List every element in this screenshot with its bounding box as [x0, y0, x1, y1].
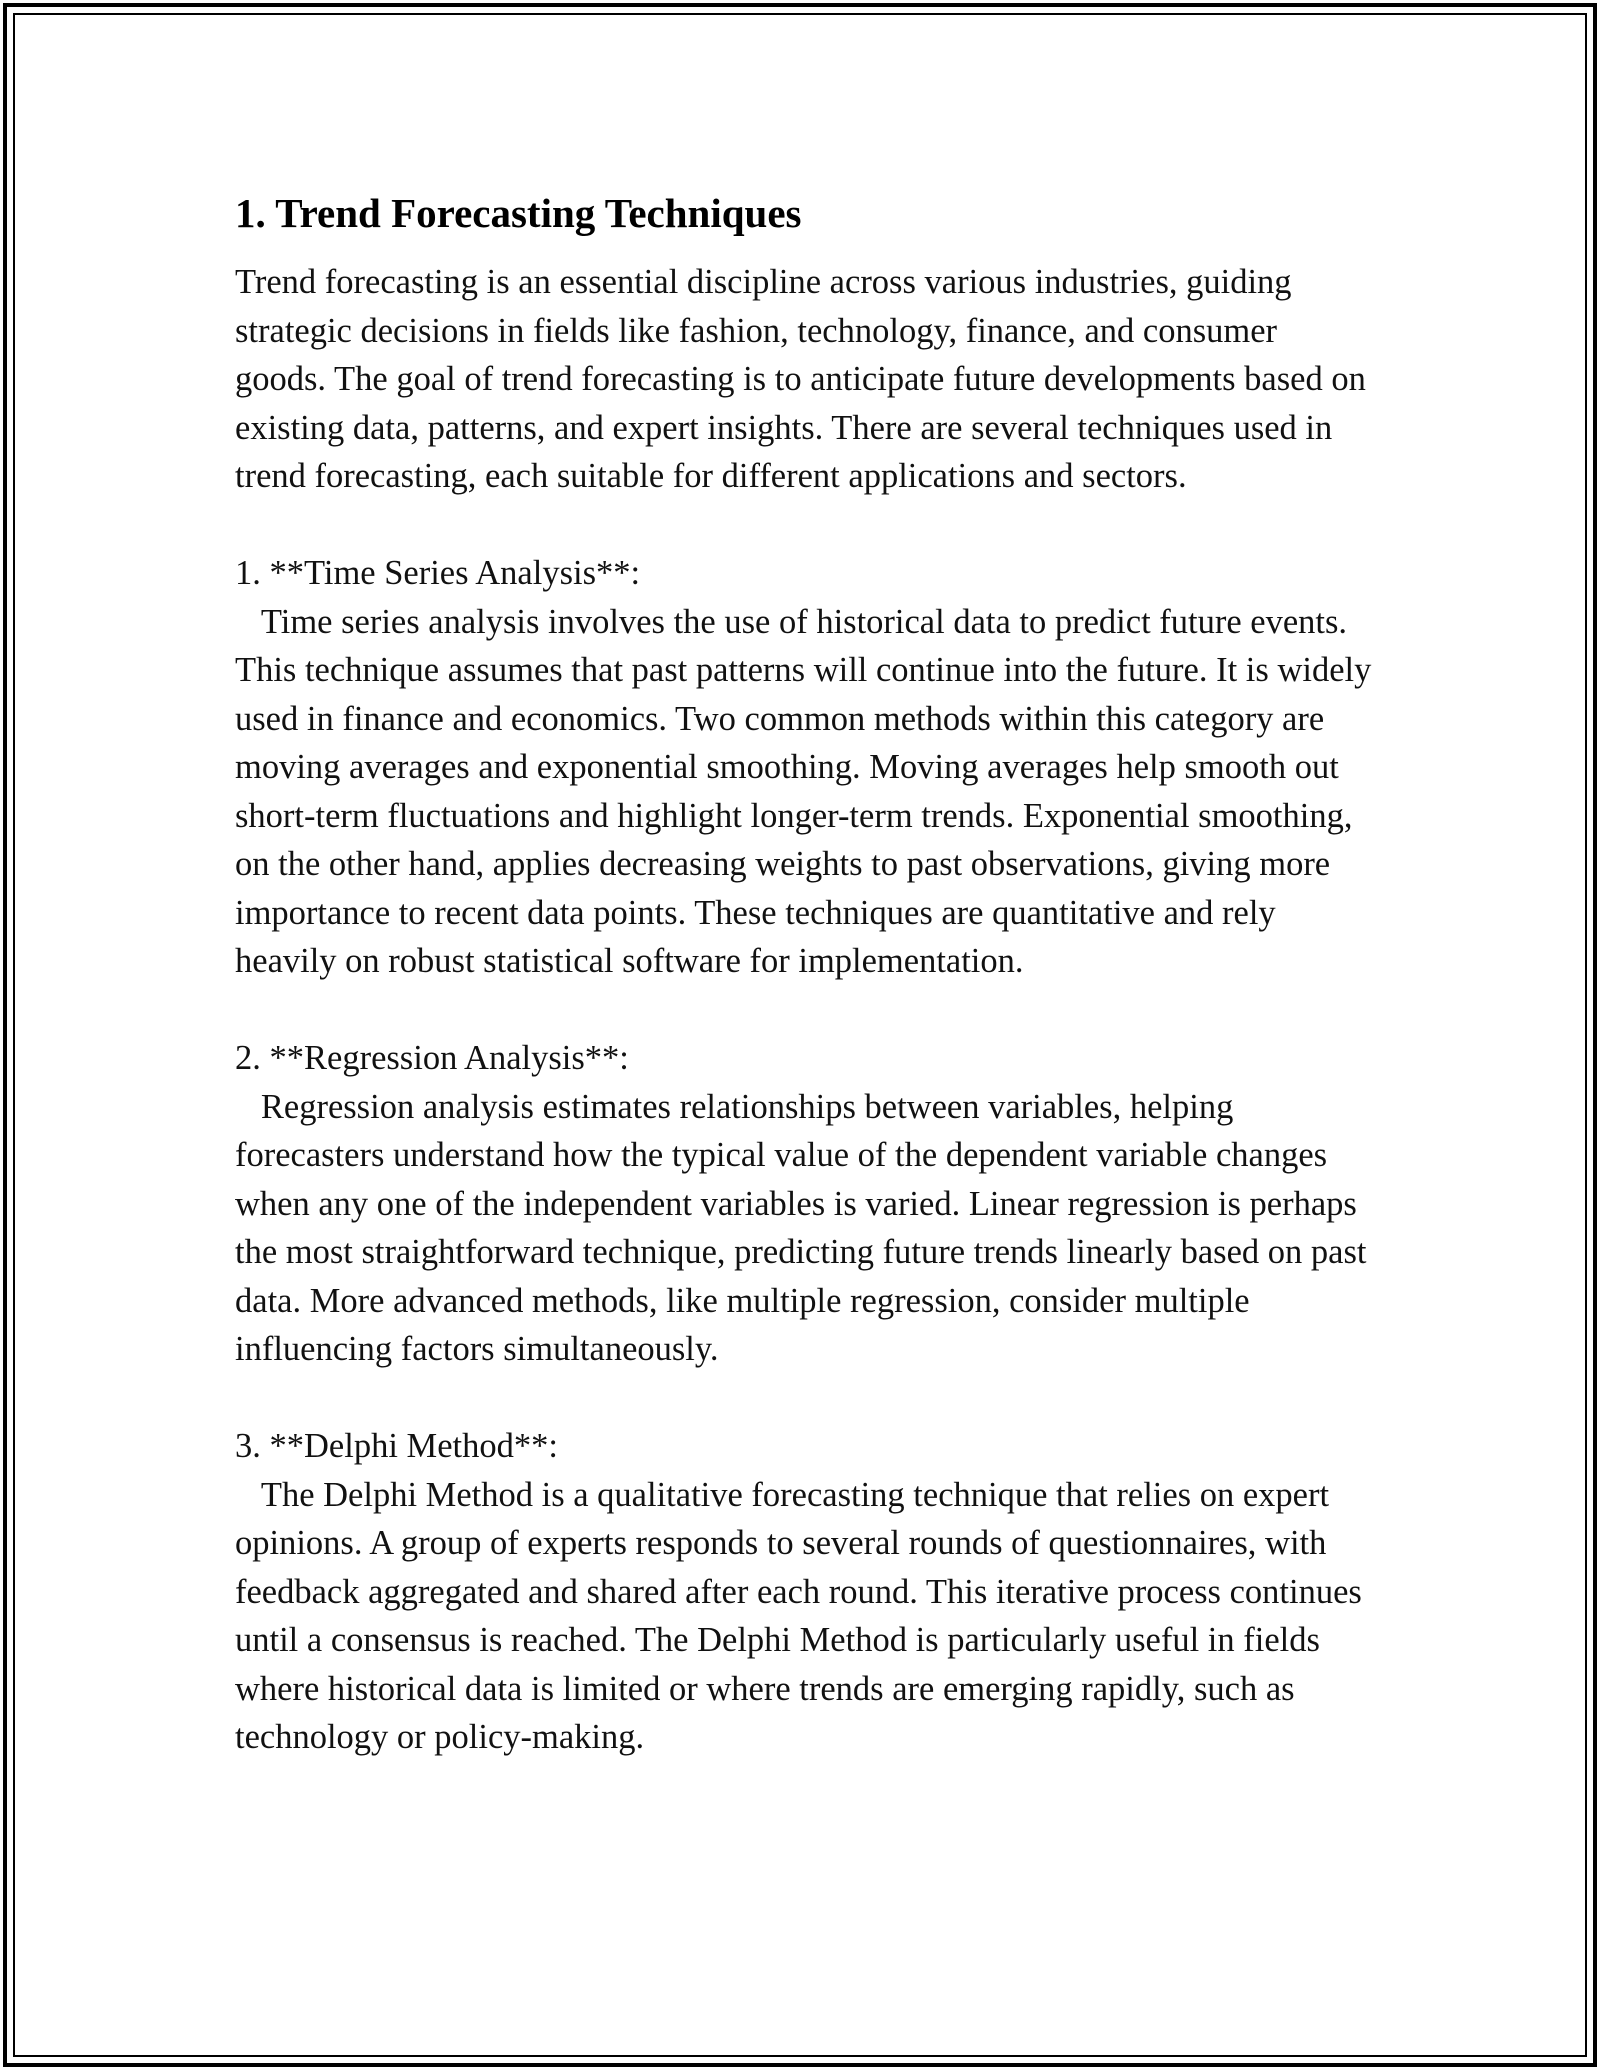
- technique-body: Time series analysis involves the use of historical data to predict future events. This technique assumes that past patterns will continue into the future. It is widely used in finance and economics. Two common methods within this category are moving averages and exponential smoothing. Moving averages help smooth out short-term fluctuations and highlight longer-term trends. Exponential smoothing, on the other hand, applies decreasing weights to past observations, giving more importance to recent data points. These techniques are quantitative and rely heavily on robust statistical software for implementation.: [235, 602, 1380, 980]
- technique-time-series: [235, 549, 1380, 986]
- paragraph-gap: [235, 1374, 1375, 1423]
- technique-body: Regression analysis estimates relationships between variables, helping forecasters understand how the typical value of the dependent variable changes when any one of the independent variables is varied. Linear regression is perhaps the most straightforward technique, predicting future trends linearly based on past data. More advanced methods, like multiple regression, consider multiple influencing factors simultaneously.: [235, 1087, 1376, 1368]
- section-heading: 1. Trend Forecasting Techniques: [235, 190, 802, 236]
- paragraph-gap: [235, 501, 1375, 550]
- technique-regression: [235, 1034, 1375, 1374]
- paragraph-gap: [235, 986, 1375, 1035]
- technique-body: The Delphi Method is a qualitative forecasting technique that relies on expert opinions. A group of experts responds to several rounds of questionnaires, with feedback aggregated and shared after each round. This iterative process continues until a consensus is reached. The Delphi Method is particularly useful in fields where historical data is limited or where trends are emerging rapidly, such as technology or policy-making.: [235, 1475, 1371, 1756]
- document-body: [235, 186, 1380, 1762]
- intro-paragraph: Trend forecasting is an essential discipline across various industries, guiding strategic decisions in fields like fashion, technology, finance, and consumer goods. The goal of trend forecasting is to anticipate future developments based on existing data, patterns, and expert insights. There are several techniques used in trend forecasting, each suitable for different applications and sectors.: [235, 263, 1375, 495]
- technique-title: 3. **Delphi Method**:: [235, 1427, 558, 1465]
- technique-delphi: [235, 1422, 1375, 1762]
- technique-title: 1. **Time Series Analysis**:: [235, 554, 641, 592]
- technique-title: 2. **Regression Analysis**:: [235, 1039, 629, 1077]
